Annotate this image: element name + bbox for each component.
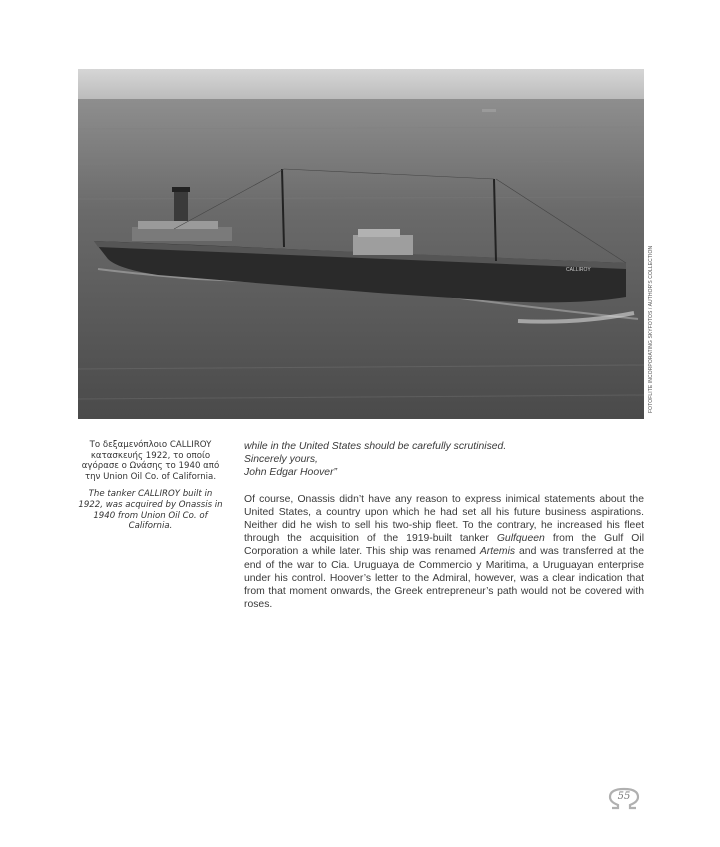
ship-photo (78, 69, 644, 419)
hull-name: CALLIROY (566, 267, 591, 273)
quote-line: Sincerely yours, (244, 454, 318, 466)
caption-english: The tanker CALLIROY built in 1922, was acquired by Onassis in 1940 from Union Oil Co. of California. (78, 489, 223, 532)
photo-caption (78, 440, 223, 532)
paragraph-mid: from the Gulf Oil Corporation a while later. This ship was renamed (244, 533, 644, 558)
page-folio (606, 786, 642, 812)
caption-greek: Το δεξαμενόπλοιο CALLIROY κατασκευής 1922, το οποίο αγόρασε ο Ωνάσης το 1940 από την Union Oil Co. of California. (81, 440, 220, 482)
body-text (244, 440, 644, 611)
page-number: 55 (617, 791, 631, 802)
letter-quote (244, 440, 644, 480)
photo-credit-text: FOTOFLITE INCORPORATING SKYFOTOS / AUTHOR'S COLLECTION (648, 245, 654, 413)
ship-name-artemis: Artemis (479, 546, 516, 558)
quote-line: while in the United States should be carefully scrutinised. (244, 441, 507, 452)
photo-credit (646, 69, 656, 419)
ship-name-gulfqueen: Gulfqueen (496, 533, 545, 545)
quote-line: John Edgar Hoover” (244, 467, 337, 479)
paragraph-end: and was transferred at the end of the war to Cia. Uruguaya de Commercio y Maritima, a Uruguayan enterprise under his control. Hoover’s letter to the Admiral, however, was a clear indication that from that moment onwards, the Greek entrepreneur’s path would not be covered with roses. (244, 546, 644, 611)
paragraph-start: Of course, Onassis didn’t have any reason to express inimical statements about the United States, a country upon which he had set all his future business aspirations. Neither did he wish to sell his two-ship fleet. To the contrary, he increased his fleet through the acquisition of the 1919-built tanker (244, 493, 644, 545)
body-paragraph (244, 493, 644, 612)
